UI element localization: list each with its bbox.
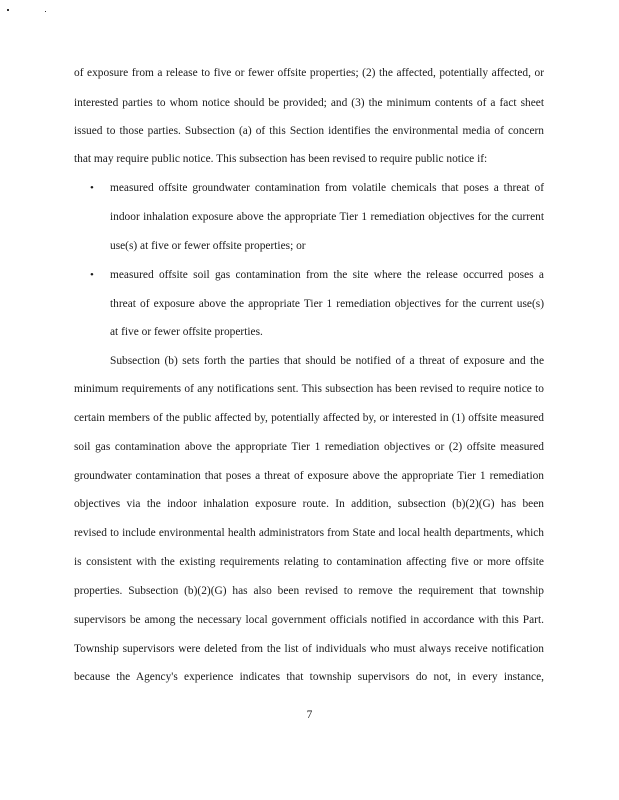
bullet-point: • <box>90 269 94 281</box>
bullet-point: • <box>90 182 94 194</box>
text-line: use(s) at five or fewer offsite properties; or <box>110 240 306 252</box>
text-line: at five or fewer offsite properties. <box>110 326 263 338</box>
text-line: certain members of the public affected by, potentially affected by, or interested in (1) offsite measured <box>74 412 544 424</box>
text-line: Township supervisors were deleted from the list of individuals who must always receive notification <box>74 643 544 655</box>
text-line: supervisors be among the necessary local government officials notified in accordance with this Part. <box>74 614 544 626</box>
text-line: measured offsite groundwater contamination from volatile chemicals that poses a threat of <box>110 182 544 194</box>
text-line: measured offsite soil gas contamination from the site where the release occurred poses a <box>110 269 544 281</box>
text-line: issued to those parties. Subsection (a) of this Section identifies the environmental media of concern <box>74 125 544 137</box>
page-number: 7 <box>306 709 313 721</box>
text-line: objectives via the indoor inhalation exposure route. In addition, subsection (b)(2)(G) has been <box>74 498 544 510</box>
text-line: threat of exposure above the appropriate Tier 1 remediation objectives for the current use(s) <box>110 298 544 310</box>
text-line: that may require public notice. This subsection has been revised to require public notice if: <box>74 153 488 165</box>
text-line: groundwater contamination that poses a threat of exposure above the appropriate Tier 1 remediation <box>74 470 544 482</box>
text-line: properties. Subsection (b)(2)(G) has also been revised to remove the requirement that township <box>74 585 544 597</box>
scan-speck <box>7 9 9 11</box>
text-line: because the Agency's experience indicates that township supervisors do not, in every instance, <box>74 671 544 683</box>
text-line: interested parties to whom notice should be provided; and (3) the minimum contents of a fact sheet <box>74 97 544 109</box>
text-line: of exposure from a release to five or fewer offsite properties; (2) the affected, potentially affected, or <box>74 67 544 79</box>
text-line: minimum requirements of any notifications sent. This subsection has been revised to require notice to <box>74 383 544 395</box>
text-line: indoor inhalation exposure above the appropriate Tier 1 remediation objectives for the current <box>110 211 544 223</box>
text-line: is consistent with the existing requirements relating to contamination affecting five or more offsite <box>74 556 544 568</box>
text-line: revised to include environmental health administrators from State and local health departments, which <box>74 527 544 539</box>
scan-speck <box>45 11 46 12</box>
text-line: soil gas contamination above the appropriate Tier 1 remediation objectives or (2) offsite measured <box>74 441 544 453</box>
text-line: Subsection (b) sets forth the parties that should be notified of a threat of exposure and the <box>110 355 544 367</box>
